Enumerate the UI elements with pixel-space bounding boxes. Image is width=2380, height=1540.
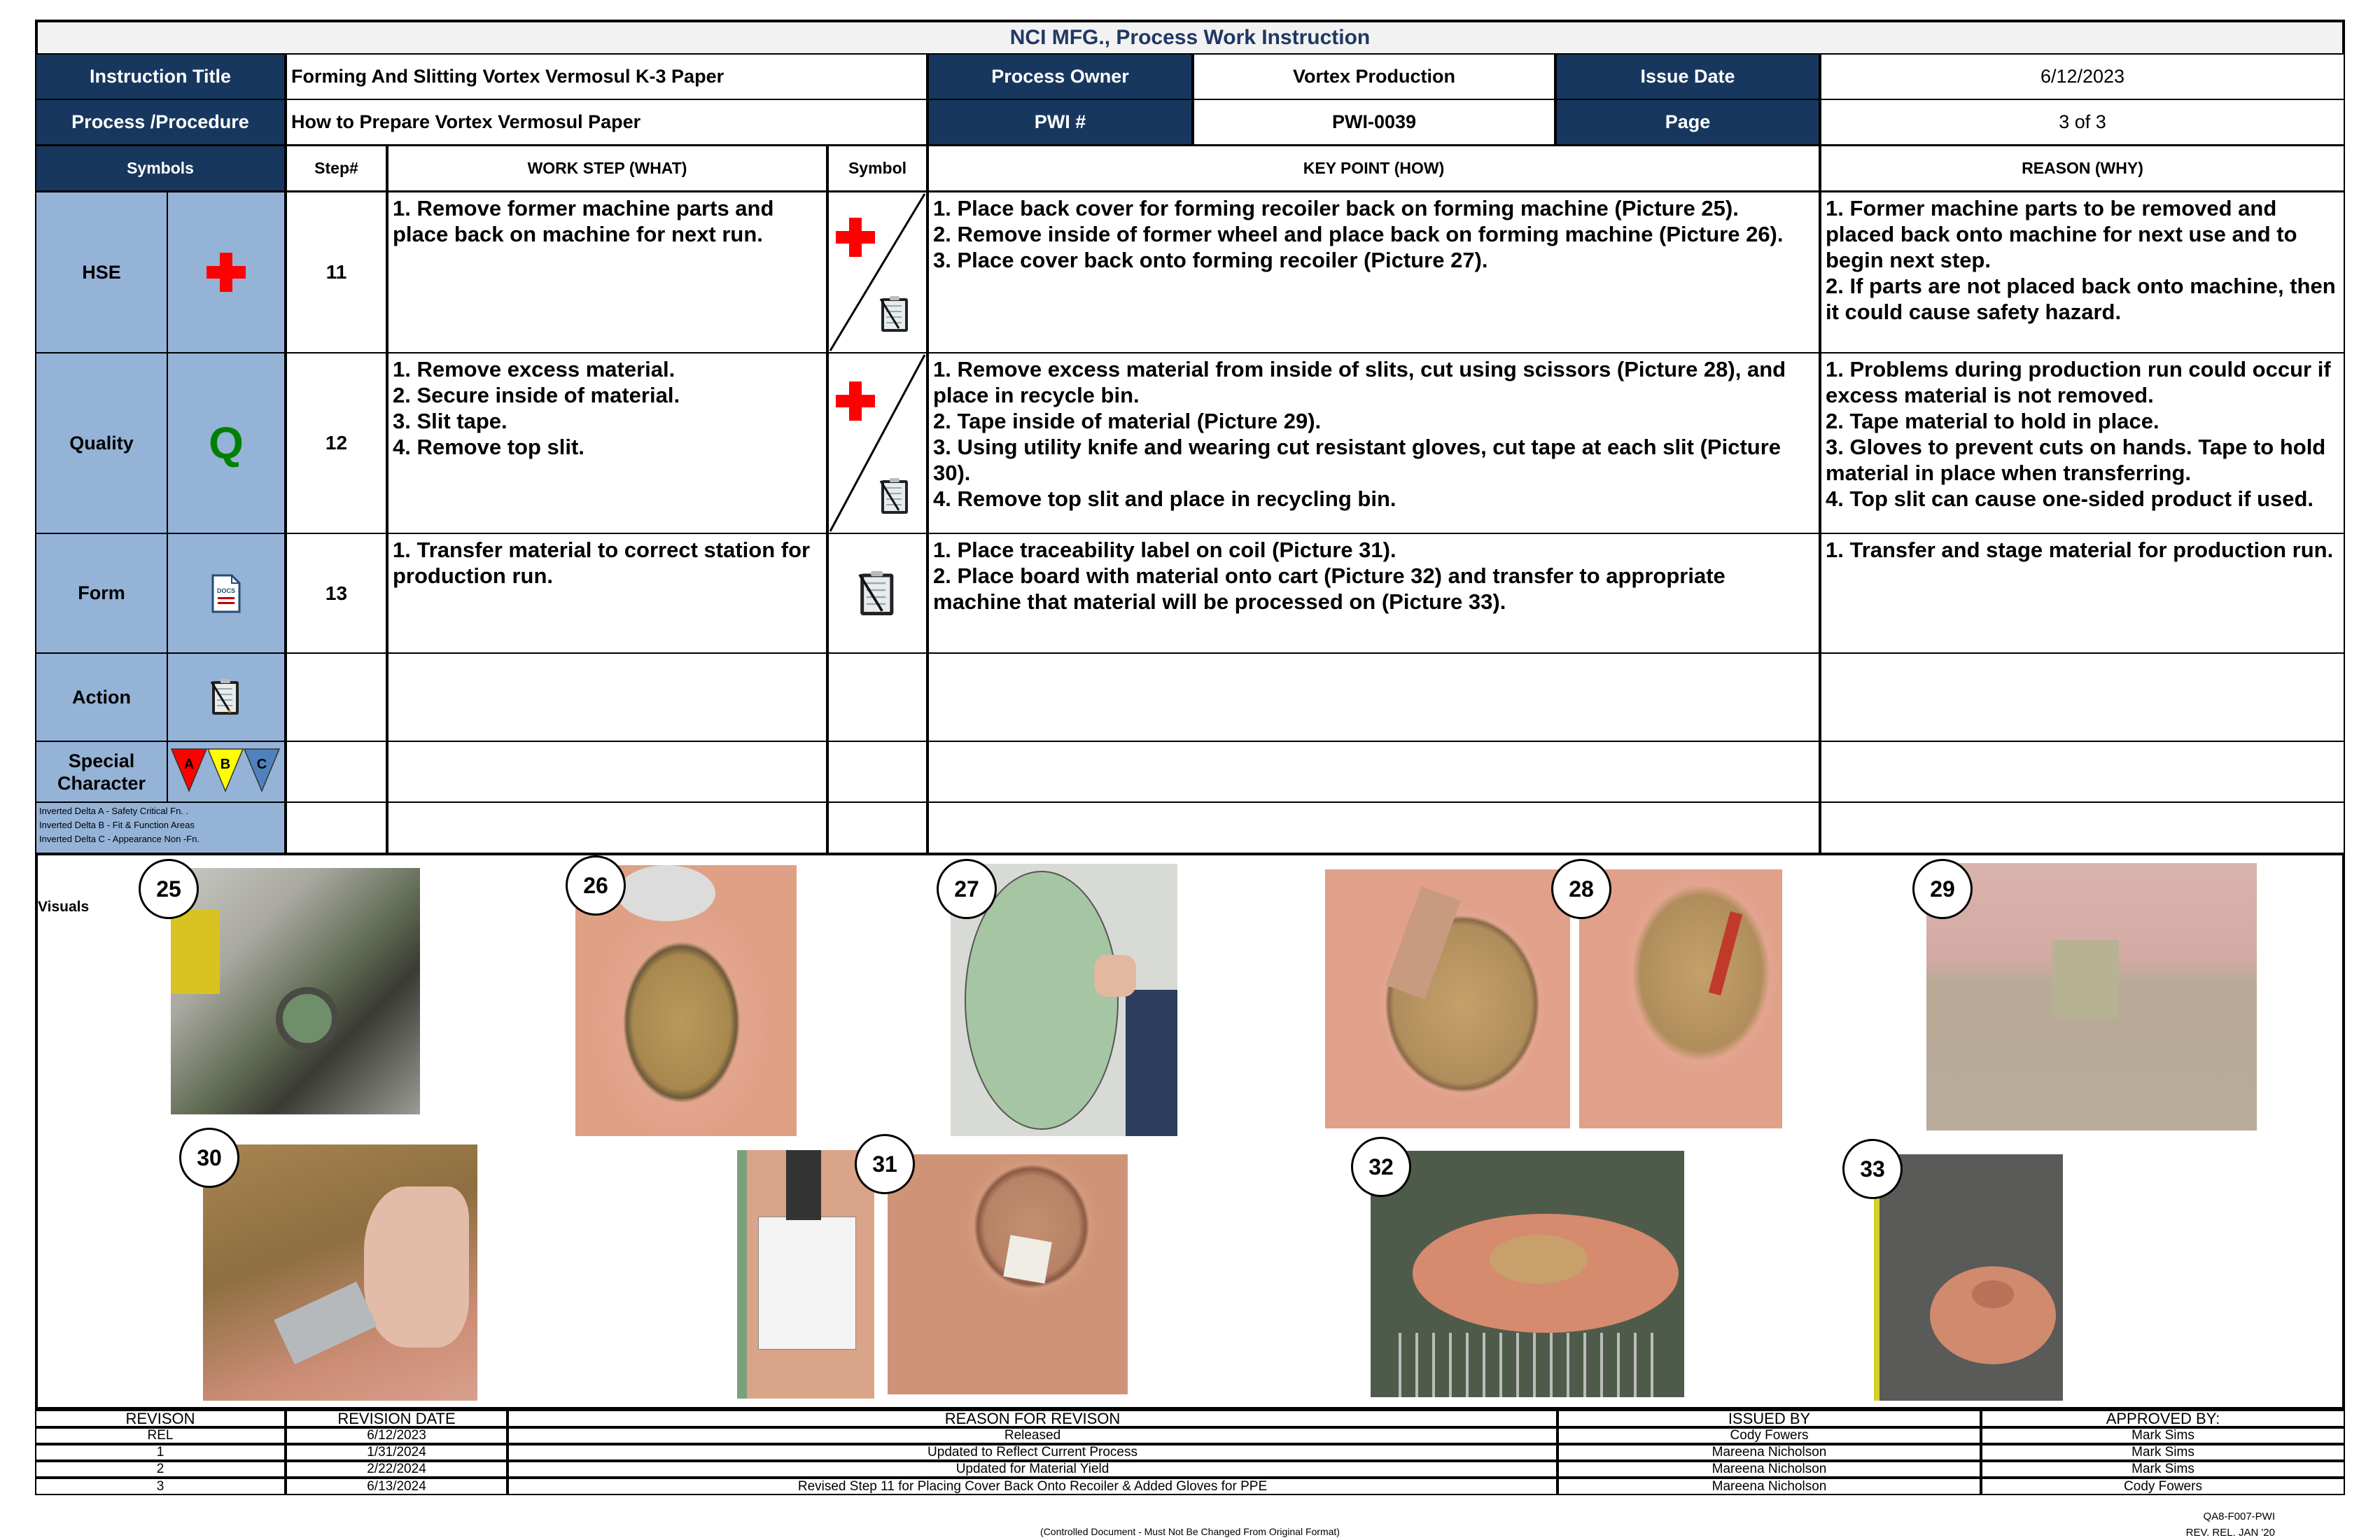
picture-31a — [737, 1150, 874, 1399]
legend-special-icon-cell — [167, 741, 286, 803]
why-line: 2. If parts are not placed back onto machine, then it could cause safety hazard. — [1826, 274, 2336, 324]
why-line: 4. Top slit can cause one-sided product if used. — [1826, 486, 2314, 511]
clipboard-icon — [878, 477, 913, 516]
revision-cell: Mareena Nicholson — [1558, 1478, 1981, 1495]
how-line: 1. Remove excess material from inside of slits, cut using scissors (Picture 28), and place in recycle bin. — [933, 357, 1786, 407]
delta-c-letter: C — [256, 757, 267, 772]
visuals-divider — [38, 853, 2342, 855]
revision-cell: 1 — [35, 1444, 286, 1461]
step-11-how — [927, 191, 1820, 354]
empty-cell — [927, 802, 1820, 854]
revision-cell: 6/12/2023 — [286, 1427, 507, 1444]
what-line: 1. Remove excess material. — [393, 357, 676, 382]
how-line: 2. Place board with material onto cart (Picture 32) and transfer to appropriate machine that material will be processed on (Picture 33). — [933, 564, 1726, 614]
step-13-why — [1820, 533, 2345, 654]
legend-action-label: Action — [35, 652, 168, 742]
visuals-label: Visuals — [38, 899, 90, 915]
revision-cell: Mareena Nicholson — [1558, 1461, 1981, 1478]
empty-cell — [927, 741, 1820, 803]
step-13-number: 13 — [286, 533, 387, 654]
red-cross-icon — [206, 253, 246, 292]
step-12-how — [927, 352, 1820, 534]
pwi-value: PWI-0039 — [1193, 99, 1555, 146]
how-line: 3. Using utility knife and wearing cut resistant gloves, cut tape at each slit (Picture 30). — [933, 435, 1782, 485]
why-line: 3. Gloves to prevent cuts on hands. Tape to hold material in place when transferring. — [1826, 435, 2326, 485]
step-11-symbols — [827, 191, 927, 354]
instruction-title-label: Instruction Title — [35, 53, 286, 100]
red-cross-icon — [836, 382, 875, 421]
col-header-symbol: Symbol — [827, 144, 927, 192]
legend-action-icon-cell — [167, 652, 286, 742]
empty-cell — [1820, 741, 2345, 803]
empty-cell — [387, 652, 827, 742]
revision-header-approved: APPROVED BY: — [1981, 1410, 2345, 1427]
controlled-document-note: (Controlled Document - Must Not Be Changed From Original Format) — [1040, 1526, 1340, 1537]
docs-icon — [211, 573, 241, 614]
process-owner-value: Vortex Production — [1193, 53, 1555, 100]
clipboard-icon — [856, 569, 899, 618]
legend-form-icon-cell — [167, 533, 286, 654]
how-line: 1. Place back cover for forming recoiler back on forming machine (Picture 25). — [933, 196, 1739, 220]
picture-25-badge: 25 — [139, 859, 199, 919]
document-title: NCI MFG., Process Work Instruction — [38, 22, 2342, 55]
legend-hse-label: HSE — [35, 191, 168, 354]
revision-cell: 1/31/2024 — [286, 1444, 507, 1461]
what-line: 4. Remove top slit. — [393, 435, 584, 459]
empty-cell — [927, 652, 1820, 742]
process-owner-label: Process Owner — [927, 53, 1193, 100]
picture-31-badge: 31 — [855, 1134, 915, 1194]
form-revision: REV. REL. JAN '20 — [2185, 1527, 2275, 1539]
what-line: 3. Slit tape. — [393, 409, 507, 433]
legend-form-label: Form — [35, 533, 168, 654]
clipboard-icon — [878, 295, 913, 334]
col-header-work-step: WORK STEP (WHAT) — [387, 144, 827, 192]
empty-cell — [827, 741, 927, 803]
step-12-number: 12 — [286, 352, 387, 534]
step-12-what — [387, 352, 827, 534]
step-11-what — [387, 191, 827, 354]
inverted-delta-abc-icon — [170, 748, 282, 794]
col-header-reason: REASON (WHY) — [1820, 144, 2345, 192]
step-12-why — [1820, 352, 2345, 534]
picture-30 — [203, 1144, 477, 1401]
empty-cell — [286, 652, 387, 742]
empty-cell — [286, 741, 387, 803]
col-header-symbols: Symbols — [35, 144, 286, 192]
empty-cell — [1820, 652, 2345, 742]
how-line: 4. Remove top slit and place in recycling bin. — [933, 486, 1396, 511]
step-13-what — [387, 533, 827, 654]
revision-cell: Released — [507, 1427, 1558, 1444]
page-label: Page — [1555, 99, 1820, 146]
empty-cell — [387, 741, 827, 803]
what-line: 2. Secure inside of material. — [393, 383, 680, 407]
what-line: 1. Transfer material to correct station for production run. — [393, 538, 811, 588]
step-13-how — [927, 533, 1820, 654]
process-procedure-value: How to Prepare Vortex Vermosul Paper — [286, 99, 927, 146]
svg-text:DOCS: DOCS — [216, 587, 236, 594]
revision-cell: 3 — [35, 1478, 286, 1495]
pwi-label: PWI # — [927, 99, 1193, 146]
col-header-step: Step# — [286, 144, 387, 192]
picture-30-badge: 30 — [179, 1128, 239, 1188]
revision-cell: Mark Sims — [1981, 1427, 2345, 1444]
step-11-why — [1820, 191, 2345, 354]
delta-c-note: Inverted Delta C - Appearance Non -Fn. — [39, 834, 200, 844]
revision-cell: 6/13/2024 — [286, 1478, 507, 1495]
revision-cell: Revised Step 11 for Placing Cover Back Onto Recoiler & Added Gloves for PPE — [507, 1478, 1558, 1495]
why-line: 1. Former machine parts to be removed and placed back onto machine for next use and to begin next step. — [1826, 196, 2297, 272]
picture-28a — [1325, 869, 1570, 1128]
picture-28-badge: 28 — [1551, 859, 1611, 919]
revision-header-reason: REASON FOR REVISON — [507, 1410, 1558, 1427]
clipboard-icon — [209, 678, 244, 717]
legend-hse-icon-cell — [167, 191, 286, 354]
revision-cell: Cody Fowers — [1981, 1478, 2345, 1495]
revision-cell: 2 — [35, 1461, 286, 1478]
revision-cell: Mark Sims — [1981, 1461, 2345, 1478]
step-11-what-line: 1. Remove former machine parts and place back on machine for next run. — [393, 196, 774, 246]
why-line: 2. Tape material to hold in place. — [1826, 409, 2160, 433]
empty-cell — [827, 652, 927, 742]
picture-33-badge: 33 — [1842, 1139, 1903, 1199]
instruction-title-value: Forming And Slitting Vortex Vermosul K-3 Paper — [286, 53, 927, 100]
revision-cell: Mark Sims — [1981, 1444, 2345, 1461]
delta-a-note: Inverted Delta A - Safety Critical Fn. . — [39, 806, 189, 816]
why-line: 1. Transfer and stage material for production run. — [1826, 538, 2334, 562]
empty-cell — [286, 802, 387, 854]
legend-special-label: Special Character — [35, 741, 168, 803]
legend-quality-label: Quality — [35, 352, 168, 534]
revision-cell: Mareena Nicholson — [1558, 1444, 1981, 1461]
empty-cell — [387, 802, 827, 854]
empty-cell — [1820, 802, 2345, 854]
revision-cell: 2/22/2024 — [286, 1461, 507, 1478]
picture-26-badge: 26 — [566, 855, 626, 916]
red-cross-icon — [836, 218, 875, 257]
how-line: 3. Place cover back onto forming recoiler (Picture 27). — [933, 248, 1488, 272]
page-value: 3 of 3 — [1820, 99, 2345, 146]
revision-header-rev: REVISON — [35, 1410, 286, 1427]
revision-header-date: REVISION DATE — [286, 1410, 507, 1427]
col-header-key-point: KEY POINT (HOW) — [927, 144, 1820, 192]
delta-a-letter: A — [183, 757, 195, 772]
picture-32 — [1371, 1151, 1684, 1397]
form-number: QA8-F007-PWI — [2203, 1511, 2275, 1522]
revision-cell: Updated to Reflect Current Process — [507, 1444, 1558, 1461]
how-line: 2. Remove inside of former wheel and place back on forming machine (Picture 26). — [933, 222, 1784, 246]
revision-cell: Cody Fowers — [1558, 1427, 1981, 1444]
issue-date-label: Issue Date — [1555, 53, 1820, 100]
special-character-notes — [35, 802, 286, 854]
delta-b-letter: B — [220, 757, 231, 772]
picture-33 — [1874, 1154, 2063, 1401]
empty-cell — [827, 802, 927, 854]
revision-cell: Updated for Material Yield — [507, 1461, 1558, 1478]
revision-cell: REL — [35, 1427, 286, 1444]
step-11-number: 11 — [286, 191, 387, 354]
process-procedure-label: Process /Procedure — [35, 99, 286, 146]
issue-date-value: 6/12/2023 — [1820, 53, 2345, 100]
picture-31b — [888, 1154, 1128, 1394]
why-line: 1. Problems during production run could occur if excess material is not removed. — [1826, 357, 2331, 407]
picture-25 — [171, 868, 420, 1114]
revision-header-issued: ISSUED BY — [1558, 1410, 1981, 1427]
how-line: 1. Place traceability label on coil (Picture 31). — [933, 538, 1396, 562]
quality-q-icon: Q — [167, 352, 286, 534]
how-line: 2. Tape inside of material (Picture 29). — [933, 409, 1322, 433]
delta-b-note: Inverted Delta B - Fit & Function Areas — [39, 820, 195, 830]
picture-27-badge: 27 — [937, 859, 997, 919]
picture-28b — [1579, 869, 1782, 1128]
picture-29 — [1926, 863, 2257, 1130]
step-12-symbols — [827, 352, 927, 534]
picture-29-badge: 29 — [1912, 859, 1973, 919]
step-13-symbols — [827, 533, 927, 654]
picture-32-badge: 32 — [1351, 1137, 1411, 1197]
